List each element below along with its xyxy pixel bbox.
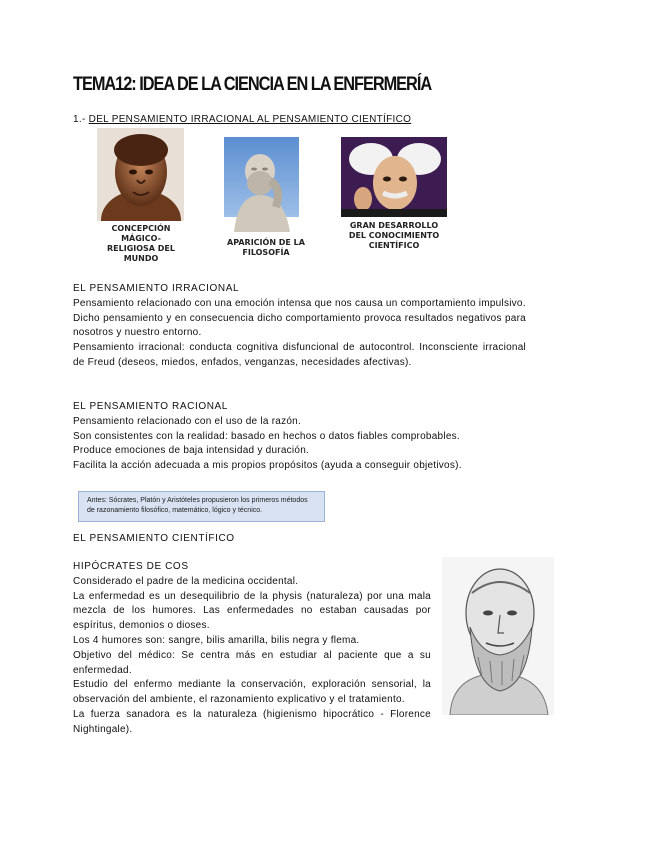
section-racional-heading: EL PENSAMIENTO RACIONAL <box>73 401 228 412</box>
section-racional <box>73 400 526 474</box>
figure-philosopher <box>224 137 299 237</box>
section-irracional-heading: EL PENSAMIENTO IRRACIONAL <box>73 283 240 294</box>
paragraph: Pensamiento irracional: conducta cognitiva disfuncional de autocontrol. Inconsciente irracional de Freud (deseos, miedos, enfados, venganzas, necesidades afectivas). <box>73 342 526 368</box>
section-hipocrates <box>73 560 431 738</box>
paragraph: Son consistentes con la realidad: basado en hechos o datos fiables comprobables. <box>73 430 460 442</box>
paragraph: Facilita la acción adecuada a mis propios propósitos (ayuda a conseguir objetivos). <box>73 460 462 472</box>
paragraph: Pensamiento relacionado con el uso de la razón. <box>73 415 301 427</box>
paragraph: Estudio del enfermo mediante la conservación, exploración sensorial, la observación del ambiente, el razonamiento explicativo y el tratamiento. <box>73 679 431 706</box>
section-cientifico-heading: EL PENSAMIENTO CIENTÍFICO <box>73 533 235 544</box>
section-heading <box>73 114 411 125</box>
paragraph: Produce emociones de baja intensidad y duración. <box>73 445 310 457</box>
section-number: 1.- <box>73 114 86 125</box>
paragraph: La fuerza sanadora es la naturaleza (higienismo hipocrático - Florence Nightingale). <box>73 708 431 735</box>
figure-caption-2: APARICIÓN DE LA FILOSOFÍA <box>227 238 305 257</box>
figure-caption-1: CONCEPCIÓN MÁGICO- RELIGIOSA DEL MUNDO <box>107 224 175 263</box>
paragraph: La enfermedad es un desequilibrio de la physis (naturaleza) por una mala mezcla de los humores. Las enfermedades no estaban causadas por espíritus, demonios o dioses. <box>73 590 431 632</box>
figure-hipocrates <box>442 557 554 720</box>
paragraph: Pensamiento relacionado con una emoción intensa que nos causa un comportamiento impulsivo. <box>73 297 526 309</box>
paragraph: Dicho pensamiento y en consecuencia dicho comportamiento provoca resultados negativos para nosotros y nuestro entorno. <box>73 312 526 339</box>
section-hipocrates-heading: HIPÓCRATES DE COS <box>73 561 189 572</box>
philosopher-statue-image <box>224 137 299 232</box>
note-box: Antes: Sócrates, Platón y Aristóteles propusieron los primeros métodos de razonamiento filosófico, matemático, lógico y técnico. <box>78 491 325 522</box>
figure-caption-3: GRAN DESARROLLO DEL CONOCIMIENTO CIENTÍFICO <box>348 221 440 250</box>
section-irracional <box>73 282 526 371</box>
figure-primitive-man <box>97 128 184 226</box>
section-title: DEL PENSAMIENTO IRRACIONAL AL PENSAMIENTO CIENTÍFICO <box>88 114 412 125</box>
figure-scientist <box>341 137 447 222</box>
paragraph: Objetivo del médico: Se centra más en estudiar al paciente que a su enfermedad. <box>73 649 431 676</box>
primitive-man-image <box>97 128 184 221</box>
section-cientifico <box>73 532 526 547</box>
scientist-portrait-image <box>341 137 447 217</box>
page-title: TEMA12: IDEA DE LA CIENCIA EN LA ENFERMERÍA <box>73 74 432 95</box>
paragraph: Los 4 humores son: sangre, bilis amarilla, bilis negra y flema. <box>73 634 360 646</box>
hipocrates-bust-image <box>442 557 554 715</box>
paragraph: Considerado el padre de la medicina occidental. <box>73 575 299 587</box>
